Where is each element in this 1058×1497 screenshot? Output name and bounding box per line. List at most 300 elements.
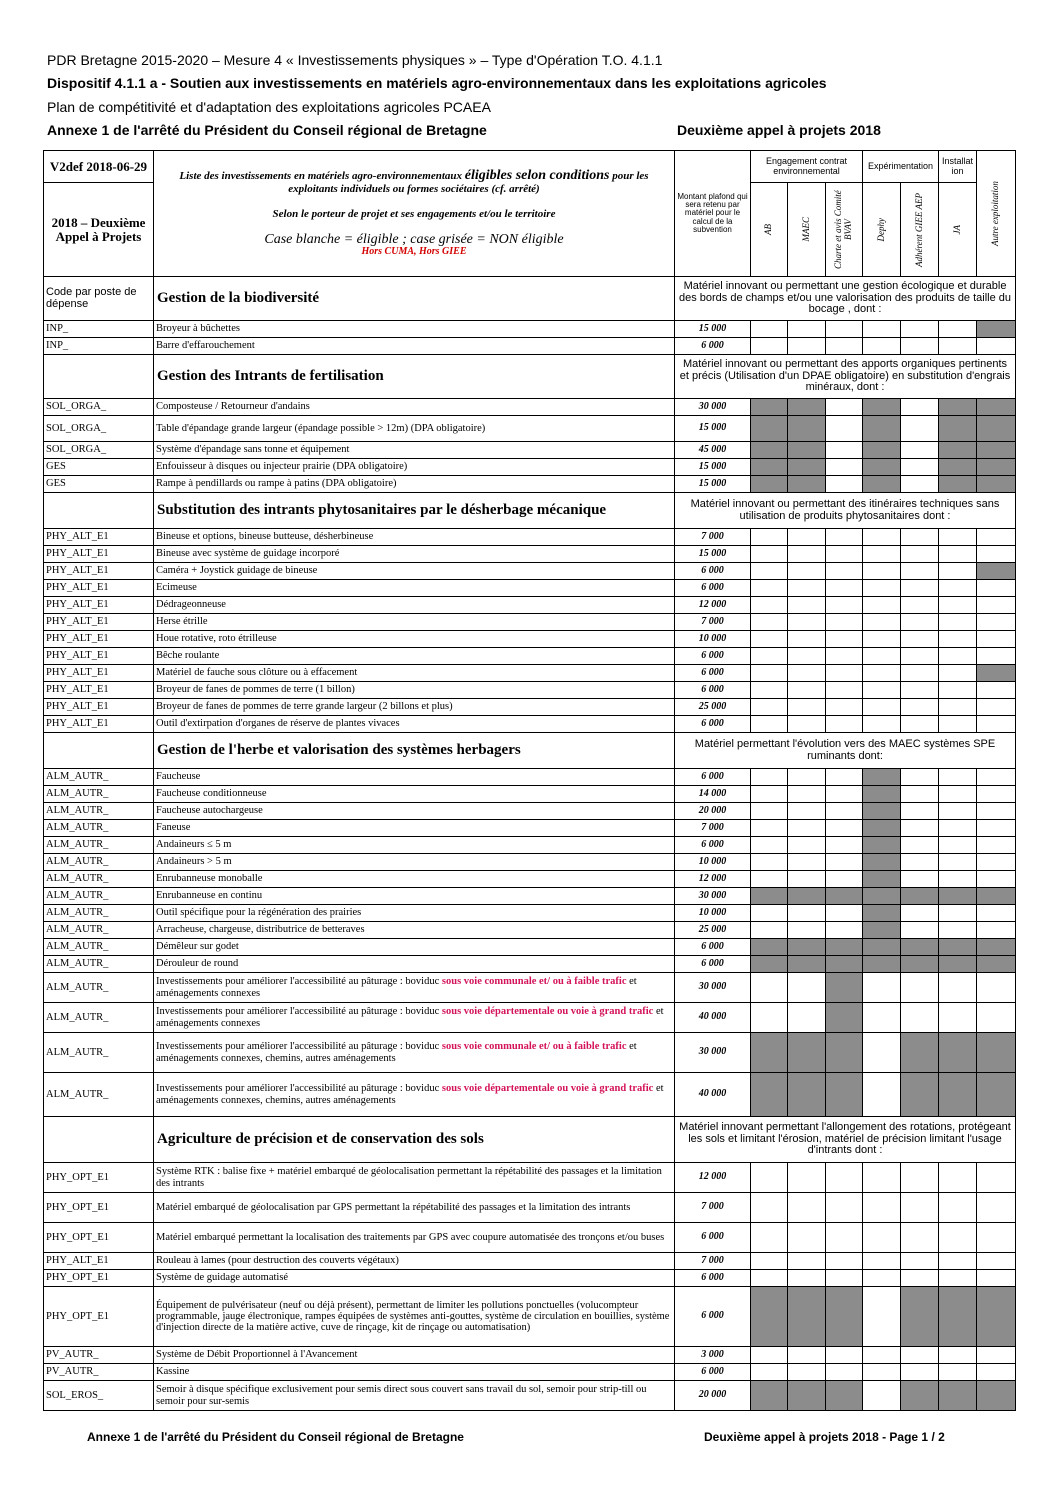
ineligible-cell <box>901 956 939 973</box>
col-header-giee: Adhérent GIEE AEP <box>901 183 939 277</box>
label-part: Investissements pour améliorer l'accessibilité au pâturage : boviduc <box>156 1041 442 1053</box>
eligible-cell <box>939 1163 977 1193</box>
table-row <box>44 803 1016 820</box>
row-amount: 45 000 <box>675 442 751 459</box>
eligible-cell <box>751 854 788 871</box>
ineligible-cell <box>751 442 788 459</box>
eligible-cell <box>863 1033 901 1073</box>
section-header-row <box>44 355 1016 399</box>
eligible-cell <box>901 1253 939 1270</box>
eligible-cell <box>901 820 939 837</box>
ineligible-cell <box>863 769 901 786</box>
eligible-cell <box>977 1347 1016 1364</box>
row-amount: 30 000 <box>675 973 751 1003</box>
eligible-cell <box>826 321 863 338</box>
eligible-cell <box>939 338 977 355</box>
row-label: Système de guidage automatisé <box>154 1270 675 1287</box>
ineligible-cell <box>977 1033 1016 1073</box>
ineligible-cell <box>788 1381 826 1411</box>
row-code: ALM_AUTR_ <box>44 871 154 888</box>
eligible-cell <box>939 631 977 648</box>
eligible-cell <box>826 580 863 597</box>
ineligible-cell <box>939 1073 977 1117</box>
eligible-cell <box>901 769 939 786</box>
table-row <box>44 837 1016 854</box>
row-amount: 6 000 <box>675 939 751 956</box>
eligible-cell <box>939 786 977 803</box>
eligible-cell <box>826 786 863 803</box>
ineligible-cell <box>863 939 901 956</box>
eligible-cell <box>901 416 939 442</box>
col-header-autre: Autre exploitation <box>977 151 1016 277</box>
row-label: Andaineurs ≤ 5 m <box>154 837 675 854</box>
table-row <box>44 922 1016 939</box>
eligible-cell <box>863 682 901 699</box>
eligible-cell <box>939 1003 977 1033</box>
eligible-cell <box>788 546 826 563</box>
intro-text-4: Selon le porteur de projet et ses engagements et/ou le territoire <box>272 208 556 221</box>
col-header-dephy: Dephy <box>863 183 901 277</box>
eligible-cell <box>977 529 1016 546</box>
eligible-cell <box>901 871 939 888</box>
row-amount: 6 000 <box>675 769 751 786</box>
eligible-cell <box>939 803 977 820</box>
ineligible-cell <box>863 922 901 939</box>
eligible-cell <box>788 837 826 854</box>
col-header-charte: Charte et avis Comité BVAV <box>826 183 863 277</box>
eligible-cell <box>751 1003 788 1033</box>
eligible-cell <box>826 338 863 355</box>
ineligible-cell <box>788 399 826 416</box>
table-row <box>44 956 1016 973</box>
row-amount: 15 000 <box>675 416 751 442</box>
eligible-cell <box>977 631 1016 648</box>
eligible-cell <box>977 769 1016 786</box>
row-label: Bineuse et options, bineuse butteuse, désherbineuse <box>154 529 675 546</box>
intro-text-5: Case blanche = éligible ; case grisée = NON éligible <box>264 231 564 247</box>
eligible-cell <box>826 1364 863 1381</box>
eligible-cell <box>977 338 1016 355</box>
ineligible-cell <box>788 459 826 476</box>
row-amount: 10 000 <box>675 631 751 648</box>
eligible-cell <box>901 1003 939 1033</box>
table-row <box>44 459 1016 476</box>
eligible-cell <box>788 716 826 733</box>
eligible-cell <box>863 1253 901 1270</box>
row-code: ALM_AUTR_ <box>44 905 154 922</box>
eligible-cell <box>788 338 826 355</box>
ineligible-cell <box>977 459 1016 476</box>
eligible-cell <box>901 699 939 716</box>
row-code: PHY_ALT_E1 <box>44 648 154 665</box>
row-label <box>154 1033 675 1073</box>
table-row <box>44 580 1016 597</box>
row-label: Faucheuse conditionneuse <box>154 786 675 803</box>
eligible-cell <box>901 580 939 597</box>
row-amount: 12 000 <box>675 871 751 888</box>
eligible-cell <box>977 597 1016 614</box>
eligible-cell <box>939 871 977 888</box>
table-row <box>44 1223 1016 1253</box>
ineligible-cell <box>863 442 901 459</box>
table-row <box>44 442 1016 459</box>
table-row <box>44 1033 1016 1073</box>
ineligible-cell <box>751 476 788 493</box>
footer-right: Deuxième appel à projets 2018 - Page 1 / 2 <box>704 1430 945 1444</box>
eligible-cell <box>901 476 939 493</box>
eligible-cell <box>788 1193 826 1223</box>
label-highlight: sous voie communale et/ ou à faible trafic <box>441 976 627 988</box>
eligible-cell <box>901 321 939 338</box>
eligible-cell <box>863 1223 901 1253</box>
row-code: PHY_ALT_E1 <box>44 597 154 614</box>
eligible-cell <box>826 820 863 837</box>
eligible-cell <box>863 1347 901 1364</box>
label-part: Investissements pour améliorer l'accessibilité au pâturage : boviduc <box>156 1083 442 1095</box>
appel-cell: 2018 – Deuxième Appel à Projets <box>44 183 154 277</box>
row-code: PHY_ALT_E1 <box>44 716 154 733</box>
row-label: Dérouleur de round <box>154 956 675 973</box>
row-code: SOL_EROS_ <box>44 1381 154 1411</box>
eligible-cell <box>977 786 1016 803</box>
col-header-ab: AB <box>751 183 788 277</box>
eligible-cell <box>977 1223 1016 1253</box>
row-label: Barre d'effarouchement <box>154 338 675 355</box>
eligible-cell <box>863 1163 901 1193</box>
ineligible-cell <box>751 1381 788 1411</box>
row-amount: 40 000 <box>675 1073 751 1117</box>
table-row <box>44 1381 1016 1411</box>
eligible-cell <box>901 1347 939 1364</box>
table-row <box>44 769 1016 786</box>
ineligible-cell <box>977 442 1016 459</box>
table-row <box>44 716 1016 733</box>
eligible-cell <box>901 614 939 631</box>
row-code: ALM_AUTR_ <box>44 973 154 1003</box>
eligible-cell <box>826 716 863 733</box>
intro-text-3: (cf. arrêté) <box>491 182 540 195</box>
row-code: PHY_OPT_E1 <box>44 1223 154 1253</box>
eligible-cell <box>751 1163 788 1193</box>
eligible-cell <box>977 973 1016 1003</box>
row-amount: 6 000 <box>675 1364 751 1381</box>
row-code: ALM_AUTR_ <box>44 854 154 871</box>
eligible-cell <box>788 769 826 786</box>
row-code: SOL_ORGA_ <box>44 416 154 442</box>
eligible-cell <box>939 529 977 546</box>
header-line-3: Plan de compétitivité et d'adaptation des exploitations agricoles PCAEA <box>47 99 491 115</box>
eligible-cell <box>901 665 939 682</box>
eligible-cell <box>939 1253 977 1270</box>
eligible-cell <box>901 648 939 665</box>
row-label: Herse étrille <box>154 614 675 631</box>
ineligible-cell <box>901 1287 939 1347</box>
eligible-cell <box>901 682 939 699</box>
eligible-cell <box>826 476 863 493</box>
eligible-cell <box>939 580 977 597</box>
row-label: Outil spécifique pour la régénération des prairies <box>154 905 675 922</box>
table-row <box>44 888 1016 905</box>
eligible-cell <box>901 1223 939 1253</box>
eligible-cell <box>901 563 939 580</box>
ineligible-cell <box>826 956 863 973</box>
eligible-cell <box>826 1193 863 1223</box>
eligible-cell <box>826 1270 863 1287</box>
eligible-cell <box>751 665 788 682</box>
table-row <box>44 871 1016 888</box>
label-highlight: sous voie départementale ou voie à grand trafic <box>441 1083 654 1095</box>
eligible-cell <box>863 1003 901 1033</box>
table-row <box>44 699 1016 716</box>
row-amount: 6 000 <box>675 648 751 665</box>
eligible-cell <box>751 1223 788 1253</box>
row-code: PHY_ALT_E1 <box>44 1253 154 1270</box>
row-label: Enfouisseur à disques ou injecteur prairie (DPA obligatoire) <box>154 459 675 476</box>
row-amount: 15 000 <box>675 459 751 476</box>
eligible-cell <box>901 854 939 871</box>
row-code: INP_ <box>44 321 154 338</box>
ineligible-cell <box>939 399 977 416</box>
row-label: Matériel embarqué permettant la localisation des traitements par GPS avec coupure automatisée des tronçons et/ou buses <box>154 1223 675 1253</box>
row-amount: 3 000 <box>675 1347 751 1364</box>
eligible-cell <box>788 614 826 631</box>
eligible-cell <box>751 1253 788 1270</box>
table-row <box>44 1253 1016 1270</box>
eligible-cell <box>788 1223 826 1253</box>
eligible-cell <box>751 1270 788 1287</box>
eligible-cell <box>901 399 939 416</box>
eligible-cell <box>939 1270 977 1287</box>
row-amount: 6 000 <box>675 716 751 733</box>
table-row <box>44 939 1016 956</box>
ineligible-cell <box>788 416 826 442</box>
row-amount: 6 000 <box>675 1287 751 1347</box>
row-code: PHY_ALT_E1 <box>44 546 154 563</box>
ineligible-cell <box>751 399 788 416</box>
ineligible-cell <box>751 1073 788 1117</box>
ineligible-cell <box>788 1073 826 1117</box>
ineligible-cell <box>751 1033 788 1073</box>
eligible-cell <box>863 716 901 733</box>
eligible-cell <box>901 1193 939 1223</box>
eligible-cell <box>901 837 939 854</box>
eligible-cell <box>939 682 977 699</box>
eligible-cell <box>826 699 863 716</box>
eligible-cell <box>939 837 977 854</box>
eligible-cell <box>826 1253 863 1270</box>
eligible-cell <box>863 1364 901 1381</box>
row-label: Système de Débit Proportionnel à l'Avancement <box>154 1347 675 1364</box>
row-code: PHY_OPT_E1 <box>44 1193 154 1223</box>
row-code: SOL_ORGA_ <box>44 442 154 459</box>
eligible-cell <box>977 682 1016 699</box>
ineligible-cell <box>788 442 826 459</box>
row-amount: 6 000 <box>675 1270 751 1287</box>
eligible-cell <box>751 648 788 665</box>
ineligible-cell <box>977 563 1016 580</box>
eligible-cell <box>939 1193 977 1223</box>
eligible-cell <box>939 546 977 563</box>
ineligible-cell <box>863 399 901 416</box>
row-code: PHY_ALT_E1 <box>44 665 154 682</box>
row-code: INP_ <box>44 338 154 355</box>
row-label <box>154 973 675 1003</box>
engagement-group-header: Engagement contrat environnemental <box>751 151 863 183</box>
eligible-cell <box>751 631 788 648</box>
table-row <box>44 905 1016 922</box>
eligible-cell <box>939 922 977 939</box>
row-label: Enrubanneuse monoballe <box>154 871 675 888</box>
eligible-cell <box>788 854 826 871</box>
eligible-cell <box>863 546 901 563</box>
label-highlight: sous voie départementale ou voie à grand trafic <box>441 1006 654 1018</box>
eligible-cell <box>751 682 788 699</box>
eligible-cell <box>826 1223 863 1253</box>
ineligible-cell <box>826 939 863 956</box>
label-part: et aménagements connexes <box>156 1006 664 1029</box>
ineligible-cell <box>939 442 977 459</box>
eligible-cell <box>788 871 826 888</box>
eligible-cell <box>977 820 1016 837</box>
eligible-cell <box>826 416 863 442</box>
ineligible-cell <box>788 939 826 956</box>
ineligible-cell <box>977 1287 1016 1347</box>
col-header-maec: MAEC <box>788 183 826 277</box>
row-label: Broyeur de fanes de pommes de terre grande largeur (2 billons et plus) <box>154 699 675 716</box>
table-row <box>44 1347 1016 1364</box>
eligible-cell <box>901 442 939 459</box>
table-row <box>44 1193 1016 1223</box>
eligible-cell <box>826 459 863 476</box>
row-code: PHY_ALT_E1 <box>44 699 154 716</box>
ineligible-cell <box>788 956 826 973</box>
eligible-cell <box>863 631 901 648</box>
row-amount: 12 000 <box>675 597 751 614</box>
eligible-cell <box>751 529 788 546</box>
row-label: Bêche roulante <box>154 648 675 665</box>
ineligible-cell <box>863 956 901 973</box>
eligible-cell <box>751 786 788 803</box>
eligible-cell <box>977 580 1016 597</box>
row-code: ALM_AUTR_ <box>44 837 154 854</box>
ineligible-cell <box>826 1381 863 1411</box>
eligible-cell <box>826 442 863 459</box>
eligibility-table <box>43 150 1016 1411</box>
label-part: et aménagements connexes, chemins, autres aménagements <box>156 1041 637 1064</box>
eligible-cell <box>939 1223 977 1253</box>
section-title: Substitution des intrants phytosanitaires par le désherbage mécanique <box>154 493 675 529</box>
eligible-cell <box>977 1364 1016 1381</box>
eligible-cell <box>977 648 1016 665</box>
row-amount: 6 000 <box>675 665 751 682</box>
row-label: Faucheuse <box>154 769 675 786</box>
row-label: Système d'épandage sans tonne et équipement <box>154 442 675 459</box>
ineligible-cell <box>977 956 1016 973</box>
row-code: ALM_AUTR_ <box>44 956 154 973</box>
section-header-row <box>44 493 1016 529</box>
table-row <box>44 665 1016 682</box>
row-code: ALM_AUTR_ <box>44 922 154 939</box>
eligible-cell <box>901 631 939 648</box>
row-code: PHY_ALT_E1 <box>44 529 154 546</box>
eligible-cell <box>826 665 863 682</box>
eligible-cell <box>939 905 977 922</box>
eligible-cell <box>826 837 863 854</box>
row-amount: 6 000 <box>675 956 751 973</box>
row-amount: 30 000 <box>675 399 751 416</box>
label-highlight: sous voie communale et/ ou à faible trafic <box>441 1041 627 1053</box>
row-code: PHY_OPT_E1 <box>44 1287 154 1347</box>
row-amount: 30 000 <box>675 1033 751 1073</box>
ineligible-cell <box>751 1287 788 1347</box>
col-header-ja: JA <box>939 183 977 277</box>
eligible-cell <box>751 614 788 631</box>
eligible-cell <box>863 529 901 546</box>
eligible-cell <box>977 803 1016 820</box>
eligible-cell <box>977 837 1016 854</box>
row-label: Houe rotative, roto étrilleuse <box>154 631 675 648</box>
eligible-cell <box>901 338 939 355</box>
ineligible-cell <box>788 888 826 905</box>
ineligible-cell <box>977 939 1016 956</box>
eligible-cell <box>977 905 1016 922</box>
eligible-cell <box>751 1347 788 1364</box>
row-amount: 10 000 <box>675 905 751 922</box>
eligible-cell <box>977 922 1016 939</box>
section-code-cell <box>44 493 154 529</box>
eligible-cell <box>751 580 788 597</box>
table-row <box>44 563 1016 580</box>
row-amount: 12 000 <box>675 1163 751 1193</box>
montant-header: Montant plafond qui sera retenu par matériel pour le calcul de la subvention <box>675 151 751 277</box>
ineligible-cell <box>826 1287 863 1347</box>
row-amount: 7 000 <box>675 1253 751 1270</box>
row-code: ALM_AUTR_ <box>44 888 154 905</box>
eligible-cell <box>863 1270 901 1287</box>
eligible-cell <box>826 854 863 871</box>
row-amount: 7 000 <box>675 820 751 837</box>
label-part: et aménagements connexes, chemins, autres aménagements <box>156 1083 664 1106</box>
row-amount: 7 000 <box>675 529 751 546</box>
row-code: PV_AUTR_ <box>44 1364 154 1381</box>
table-row <box>44 1163 1016 1193</box>
ineligible-cell <box>939 459 977 476</box>
table-row <box>44 854 1016 871</box>
intro-text-6: Hors CUMA, Hors GIEE <box>361 246 467 258</box>
eligible-cell <box>901 786 939 803</box>
row-amount: 6 000 <box>675 580 751 597</box>
eligible-cell <box>751 699 788 716</box>
table-row <box>44 648 1016 665</box>
ineligible-cell <box>788 476 826 493</box>
eligible-cell <box>751 820 788 837</box>
eligible-cell <box>826 546 863 563</box>
ineligible-cell <box>939 1381 977 1411</box>
eligible-cell <box>788 973 826 1003</box>
eligible-cell <box>977 1163 1016 1193</box>
ineligible-cell <box>901 1381 939 1411</box>
ineligible-cell <box>863 854 901 871</box>
ineligible-cell <box>863 803 901 820</box>
ineligible-cell <box>939 888 977 905</box>
header-line-2: Dispositif 4.1.1 a - Soutien aux investissements en matériels agro-environnementaux dans les exploitations agricoles <box>47 75 827 91</box>
section-code-cell: Code par poste de dépense <box>44 277 154 321</box>
row-label: Démêleur sur godet <box>154 939 675 956</box>
eligible-cell <box>939 973 977 1003</box>
eligible-cell <box>863 1287 901 1347</box>
eligible-cell <box>826 614 863 631</box>
eligible-cell <box>788 665 826 682</box>
